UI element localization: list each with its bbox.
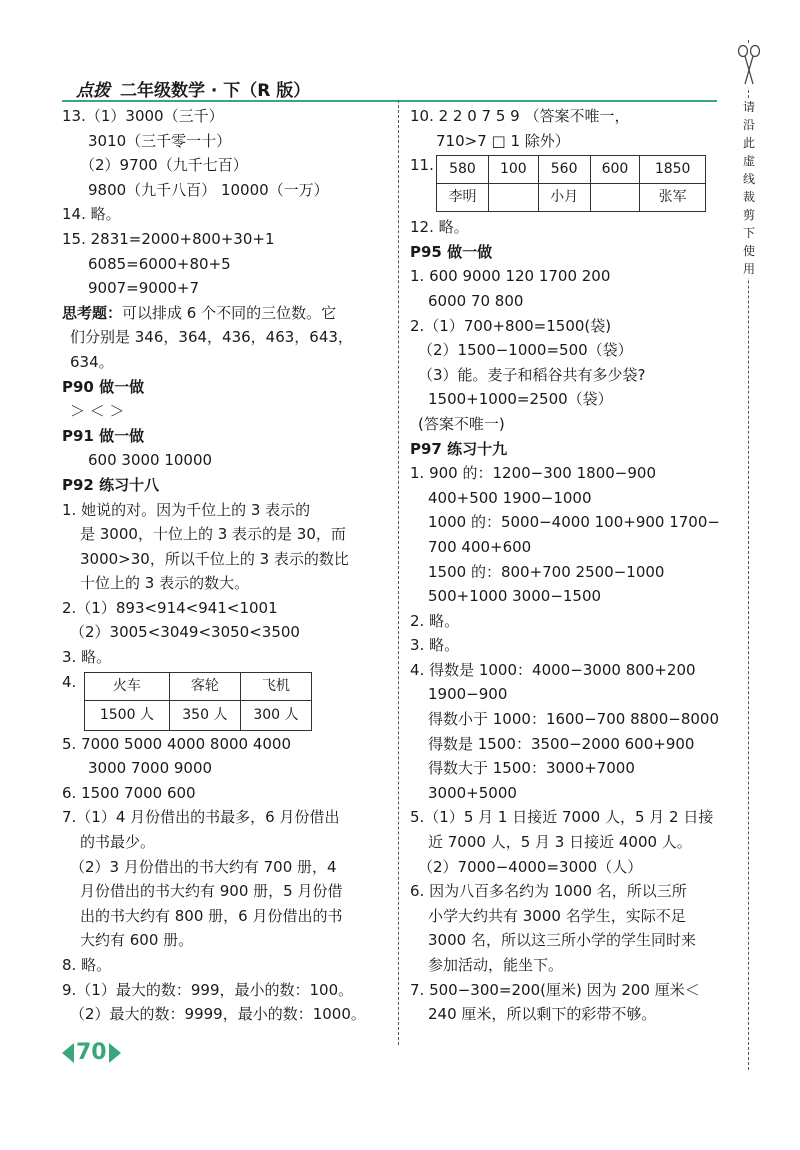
column-divider (398, 100, 399, 1045)
table-cell: 张军 (640, 184, 706, 212)
answer-line: 1. 600 9000 120 1700 200 (410, 267, 611, 286)
arrow-left-icon (62, 1043, 74, 1063)
answer-line: 1000 的：5000−4000 100+900 1700− (428, 513, 720, 532)
thinking-question: 思考题：可以排成 6 个不同的三位数。它 (62, 303, 337, 322)
left-column (62, 104, 392, 1027)
answer-line: 2.（1）700+800=1500(袋) (410, 316, 612, 335)
answer-line: 是 3000，十位上的 3 表示的是 30，而 (80, 525, 346, 544)
section-title: P92 练习十八 (62, 475, 160, 494)
answer-line: 出的书大约有 800 册，6 月份借出的书 (80, 906, 343, 925)
table-cell: 1500 人 (85, 700, 170, 730)
answer-line: 得数是 1500：3500−2000 600+900 (428, 734, 695, 753)
answer-line: 小学大约共有 3000 名学生，实际不足 (428, 906, 686, 925)
answer-line: 近 7000 人，5 月 3 日接近 4000 人。 (428, 833, 692, 852)
answer-line: 600 3000 10000 (88, 451, 213, 470)
table-header-cell: 客轮 (169, 672, 240, 700)
answer-line: 13.（1）3000（三千） (62, 107, 224, 125)
table-cell: 580 (437, 156, 489, 184)
answer-line: 7. 500−300=200(厘米) 因为 200 厘米＜ (410, 980, 700, 999)
question-4 (62, 670, 392, 732)
answer-line: 得数小于 1000：1600−700 8800−8000 (428, 710, 719, 729)
answer-line: 1900−900 (428, 685, 508, 704)
question-number: 4. (62, 672, 77, 691)
answer-line: 9.（1）最大的数：999，最小的数：100。 (62, 980, 354, 999)
table-cell: 600 (590, 156, 640, 184)
table-cell: 小月 (538, 184, 590, 212)
answer-line: 3000 名，所以这三所小学的学生同时来 (428, 931, 696, 950)
right-column (410, 104, 720, 1027)
answer-line: 大约有 600 册。 (80, 931, 194, 950)
answer-line: （2）1500−1000=500（袋） (418, 341, 633, 360)
table-cell (590, 184, 640, 212)
answer-line: 240 厘米，所以剩下的彩带不够。 (428, 1005, 657, 1024)
page-title: 二年级数学 · 下（R 版） (120, 81, 311, 101)
answer-line: 7.（1）4 月份借出的书最多，6 月份借出 (62, 808, 340, 827)
answer-line: 6. 因为八百多名约为 1000 名，所以三所 (410, 882, 687, 901)
answer-line: （3）能。麦子和稻谷共有多少袋? (418, 365, 646, 384)
answer-line: 2. 略。 (410, 611, 460, 630)
section-title: P91 做一做 (62, 426, 145, 445)
answer-line: 6085=6000+80+5 (88, 254, 231, 273)
answer-line: 3. 略。 (62, 648, 112, 667)
answer-line: 700 400+600 (428, 537, 532, 556)
section-title: P90 做一做 (62, 377, 145, 396)
table-cell: 1850 (640, 156, 706, 184)
answer-line: 6000 70 800 (428, 291, 524, 310)
thinking-label: 思考题： (62, 303, 123, 322)
answer-line: 8. 略。 (62, 956, 112, 974)
scissors-icon (736, 44, 762, 88)
answer-line: 5. 7000 5000 4000 8000 4000 (62, 734, 292, 753)
answer-line: (答案不唯一) (418, 414, 505, 433)
page-number (62, 1040, 121, 1065)
answer-line: 9007=9000+7 (88, 279, 200, 298)
answer-line: 3000 7000 9000 (88, 759, 213, 778)
section-title: P95 做一做 (410, 242, 493, 261)
answer-line: （2）9700（九千七百） (80, 156, 248, 175)
answer-line: 月份借出的书大约有 900 册，5 月份借 (80, 882, 343, 901)
answer-line: 十位上的 3 表示的数大。 (80, 574, 250, 593)
brand-logo: 点拨 (76, 81, 110, 101)
answer-line: （2）3005<3049<3050<3500 (70, 623, 300, 642)
answer-line: 的书最少。 (80, 833, 156, 852)
table-header-cell: 飞机 (240, 672, 311, 700)
question-number: 11. (410, 156, 434, 175)
arrow-right-icon (109, 1043, 121, 1063)
answer-line: 3. 略。 (410, 636, 460, 655)
answer-line: 1. 她说的对。因为千位上的 3 表示的 (62, 500, 311, 519)
answer-line: 3000+5000 (428, 783, 517, 802)
answer-line: 634。 (70, 352, 114, 371)
table-cell: 350 人 (169, 700, 240, 730)
answer-line: 14. 略。 (62, 205, 121, 224)
answer-line: 参加活动，能坐下。 (428, 956, 564, 974)
table-cell (488, 184, 538, 212)
answer-line: 12. 略。 (410, 218, 469, 237)
table-cell: 300 人 (240, 700, 311, 730)
transport-table (84, 672, 312, 731)
answer-line: 6. 1500 7000 600 (62, 783, 196, 802)
answer-line: 3000>30，所以千位上的 3 表示的数比 (80, 549, 349, 568)
table-header-cell: 火车 (85, 672, 170, 700)
answer-line: 400+500 1900−1000 (428, 488, 592, 507)
page-header (62, 74, 717, 102)
answer-line: 9800（九千八百） 10000（一万） (88, 180, 329, 199)
answer-line: （2）3 月份借出的书大约有 700 册，4 (70, 857, 337, 876)
answer-line: （2）7000−4000=3000（人） (418, 857, 643, 876)
table-cell: 100 (488, 156, 538, 184)
answer-line: 得数大于 1500：3000+7000 (428, 759, 635, 778)
answer-line: 1500+1000=2500（袋） (428, 390, 613, 409)
answer-line: 10. 2 2 0 7 5 9 （答案不唯一， (410, 107, 630, 125)
section-title: P97 练习十九 (410, 439, 508, 458)
answer-line: （2）最大的数：9999，最小的数：1000。 (70, 1005, 366, 1024)
answer-line: 们分别是 346，364，436，463，643， (70, 328, 353, 347)
answer-line: 4. 得数是 1000：4000−3000 800+200 (410, 660, 696, 679)
answer-line: 2.（1）893<914<941<1001 (62, 598, 278, 617)
answer-line: ＞ ＜ ＞ (70, 402, 125, 421)
table-cell: 560 (538, 156, 590, 184)
answer-line: 5.（1）5 月 1 日接近 7000 人，5 月 2 日接 (410, 808, 714, 827)
answer-line: 1500 的：800+700 2500−1000 (428, 562, 665, 581)
name-number-table (436, 155, 706, 212)
answer-line: 1. 900 的：1200−300 1800−900 (410, 464, 656, 483)
page-number-text: 70 (76, 1040, 107, 1065)
answer-line: 3010（三千零一十） (88, 131, 232, 150)
answer-line: 500+1000 3000−1500 (428, 587, 602, 606)
cut-instruction: 请沿此虚线裁剪下使用 (740, 98, 758, 278)
answer-line: 15. 2831=2000+800+30+1 (62, 229, 275, 248)
table-cell: 李明 (437, 184, 489, 212)
question-11 (410, 153, 720, 215)
answer-line: 710>7 □ 1 除外） (436, 131, 570, 150)
